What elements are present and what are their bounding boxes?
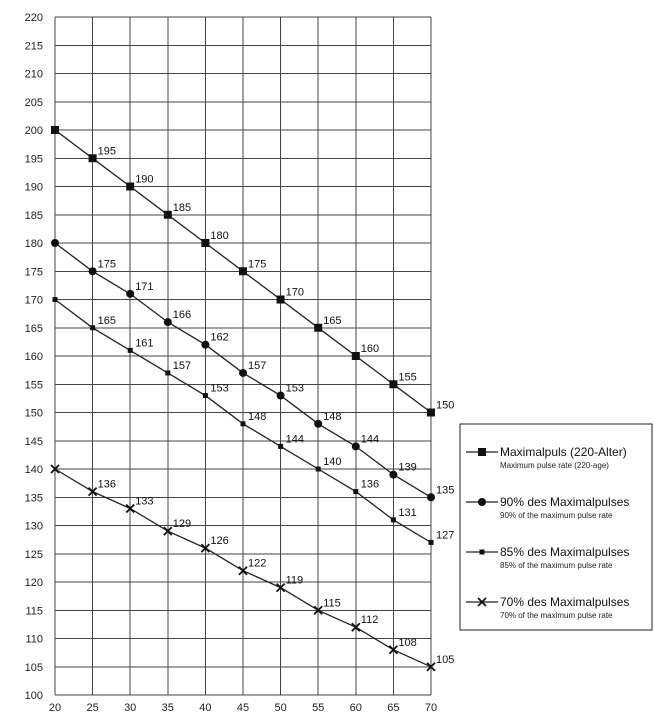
data-label: 135 [436,484,455,497]
data-label: 144 [360,433,380,446]
data-label: 153 [285,382,304,395]
series-1-point [164,211,172,219]
x-tick-label: 60 [349,702,362,714]
series-1-point [427,409,435,417]
x-tick-label: 35 [161,702,174,714]
data-label: 171 [135,280,154,293]
y-tick-label: 150 [24,407,43,420]
data-label: 175 [248,258,267,271]
data-label: 153 [210,382,229,395]
data-label: 162 [210,331,229,344]
data-label: 139 [398,461,417,474]
data-label: 129 [172,518,192,531]
data-label: 136 [360,478,380,491]
data-label: 119 [285,574,304,587]
y-tick-label: 120 [24,577,43,589]
data-label: 157 [248,359,267,372]
legend-marker [478,448,486,456]
y-tick-label: 180 [24,238,43,250]
y-tick-label: 160 [24,351,43,363]
series-2-point [51,239,59,247]
series-1-point [314,324,322,332]
data-label: 144 [285,433,304,446]
data-label: 166 [172,309,192,322]
data-label: 161 [135,337,154,350]
data-label: 122 [248,557,267,570]
series-2-point [352,442,360,450]
y-tick-label: 205 [24,96,43,109]
series-2-point [126,290,134,298]
series-3-point [165,370,170,375]
series-2-point [239,369,247,377]
series-2-point [427,493,435,501]
data-label: 136 [97,478,116,491]
legend-marker [480,550,485,555]
series-2-point [164,318,172,326]
y-tick-label: 135 [24,492,43,505]
data-label: 127 [436,529,455,542]
data-label: 170 [285,286,304,299]
legend [460,424,652,630]
x-tick-label: 25 [86,702,99,714]
grid [55,17,431,695]
y-tick-label: 215 [24,40,43,53]
x-tick-label: 20 [48,702,62,714]
y-tick-label: 165 [24,322,43,335]
y-tick-label: 170 [24,294,43,307]
y-tick-label: 155 [24,379,43,392]
x-tick-label: 50 [274,702,287,714]
x-tick-label: 30 [124,702,137,714]
data-label: 105 [436,653,455,666]
data-label: 165 [97,314,116,327]
data-label: 131 [398,506,417,519]
series-3-point [53,297,58,302]
legend-entry-title: 85% des Maximalpulses [500,545,630,559]
data-label: 126 [210,535,229,548]
series-3-point [429,540,434,545]
series-2-point [277,392,285,400]
data-label: 185 [172,201,192,214]
series-1-point [239,267,247,275]
series-1-point [51,126,59,134]
series-2-point [389,471,397,479]
legend-entry-subtitle: Maximum pulse rate (220-age) [500,461,609,470]
series-3-point [316,467,321,472]
series-3-point [241,421,246,426]
series-3-point [90,325,95,330]
series-1-point [89,154,97,162]
series-3-point [353,489,358,494]
y-tick-label: 195 [24,153,43,166]
series-1-point [277,296,285,304]
legend-entry-subtitle: 90% of the maximum pulse rate [500,511,613,520]
y-tick-label: 210 [24,68,43,81]
y-tick-label: 185 [24,209,43,222]
data-label: 108 [398,636,417,649]
data-label: 165 [323,314,342,327]
data-label: 155 [398,371,417,384]
y-tick-label: 125 [24,548,43,561]
data-label: 157 [172,359,192,372]
data-label: 190 [135,173,154,186]
legend-entry-subtitle: 70% of the maximum pulse rate [500,611,613,620]
data-label: 112 [360,614,379,627]
y-tick-label: 115 [25,605,43,618]
y-tick-label: 175 [24,266,43,279]
series-1-point [352,352,360,360]
y-tick-label: 140 [24,464,43,476]
y-tick-label: 200 [24,125,43,137]
data-label: 175 [97,258,116,271]
data-label: 160 [360,343,380,355]
data-label: 150 [436,399,455,412]
legend-entry-title: Maximalpuls (220-Alter) [500,445,627,459]
y-axis-tick-labels [25,12,43,702]
series-3-point [278,444,283,449]
data-label: 195 [97,145,116,158]
y-tick-label: 145 [24,435,43,448]
x-tick-label: 55 [312,702,325,714]
legend-entry-title: 70% des Maximalpulses [500,595,630,609]
series-3-point [391,517,396,522]
x-axis-tick-labels [49,702,437,714]
data-label: 115 [323,597,341,610]
data-label: 148 [248,410,267,423]
series-1-point [126,183,134,191]
legend-entry-title: 90% des Maximalpulses [500,495,630,509]
data-label: 148 [323,410,342,423]
data-labels [98,145,455,666]
series-3-point [128,348,133,353]
data-label: 140 [323,456,342,468]
x-tick-label: 70 [424,702,438,714]
series-3-point [203,393,208,398]
legend-marker [478,498,486,506]
series-2-point [89,267,97,275]
y-tick-label: 190 [24,181,43,194]
series-1-point [389,380,397,388]
y-tick-label: 220 [24,12,43,24]
legend-entry-subtitle: 85% of the maximum pulse rate [500,561,613,570]
data-label: 133 [135,495,154,508]
y-tick-label: 105 [24,661,43,674]
x-tick-label: 45 [236,702,250,714]
series-2-point [201,341,209,349]
y-tick-label: 130 [24,520,43,533]
x-tick-label: 65 [387,702,400,714]
y-tick-label: 100 [24,690,43,702]
series-1-point [201,239,209,247]
y-tick-label: 110 [25,633,43,646]
data-label: 180 [210,230,229,242]
x-tick-label: 40 [199,702,212,714]
series-2-point [314,420,322,428]
